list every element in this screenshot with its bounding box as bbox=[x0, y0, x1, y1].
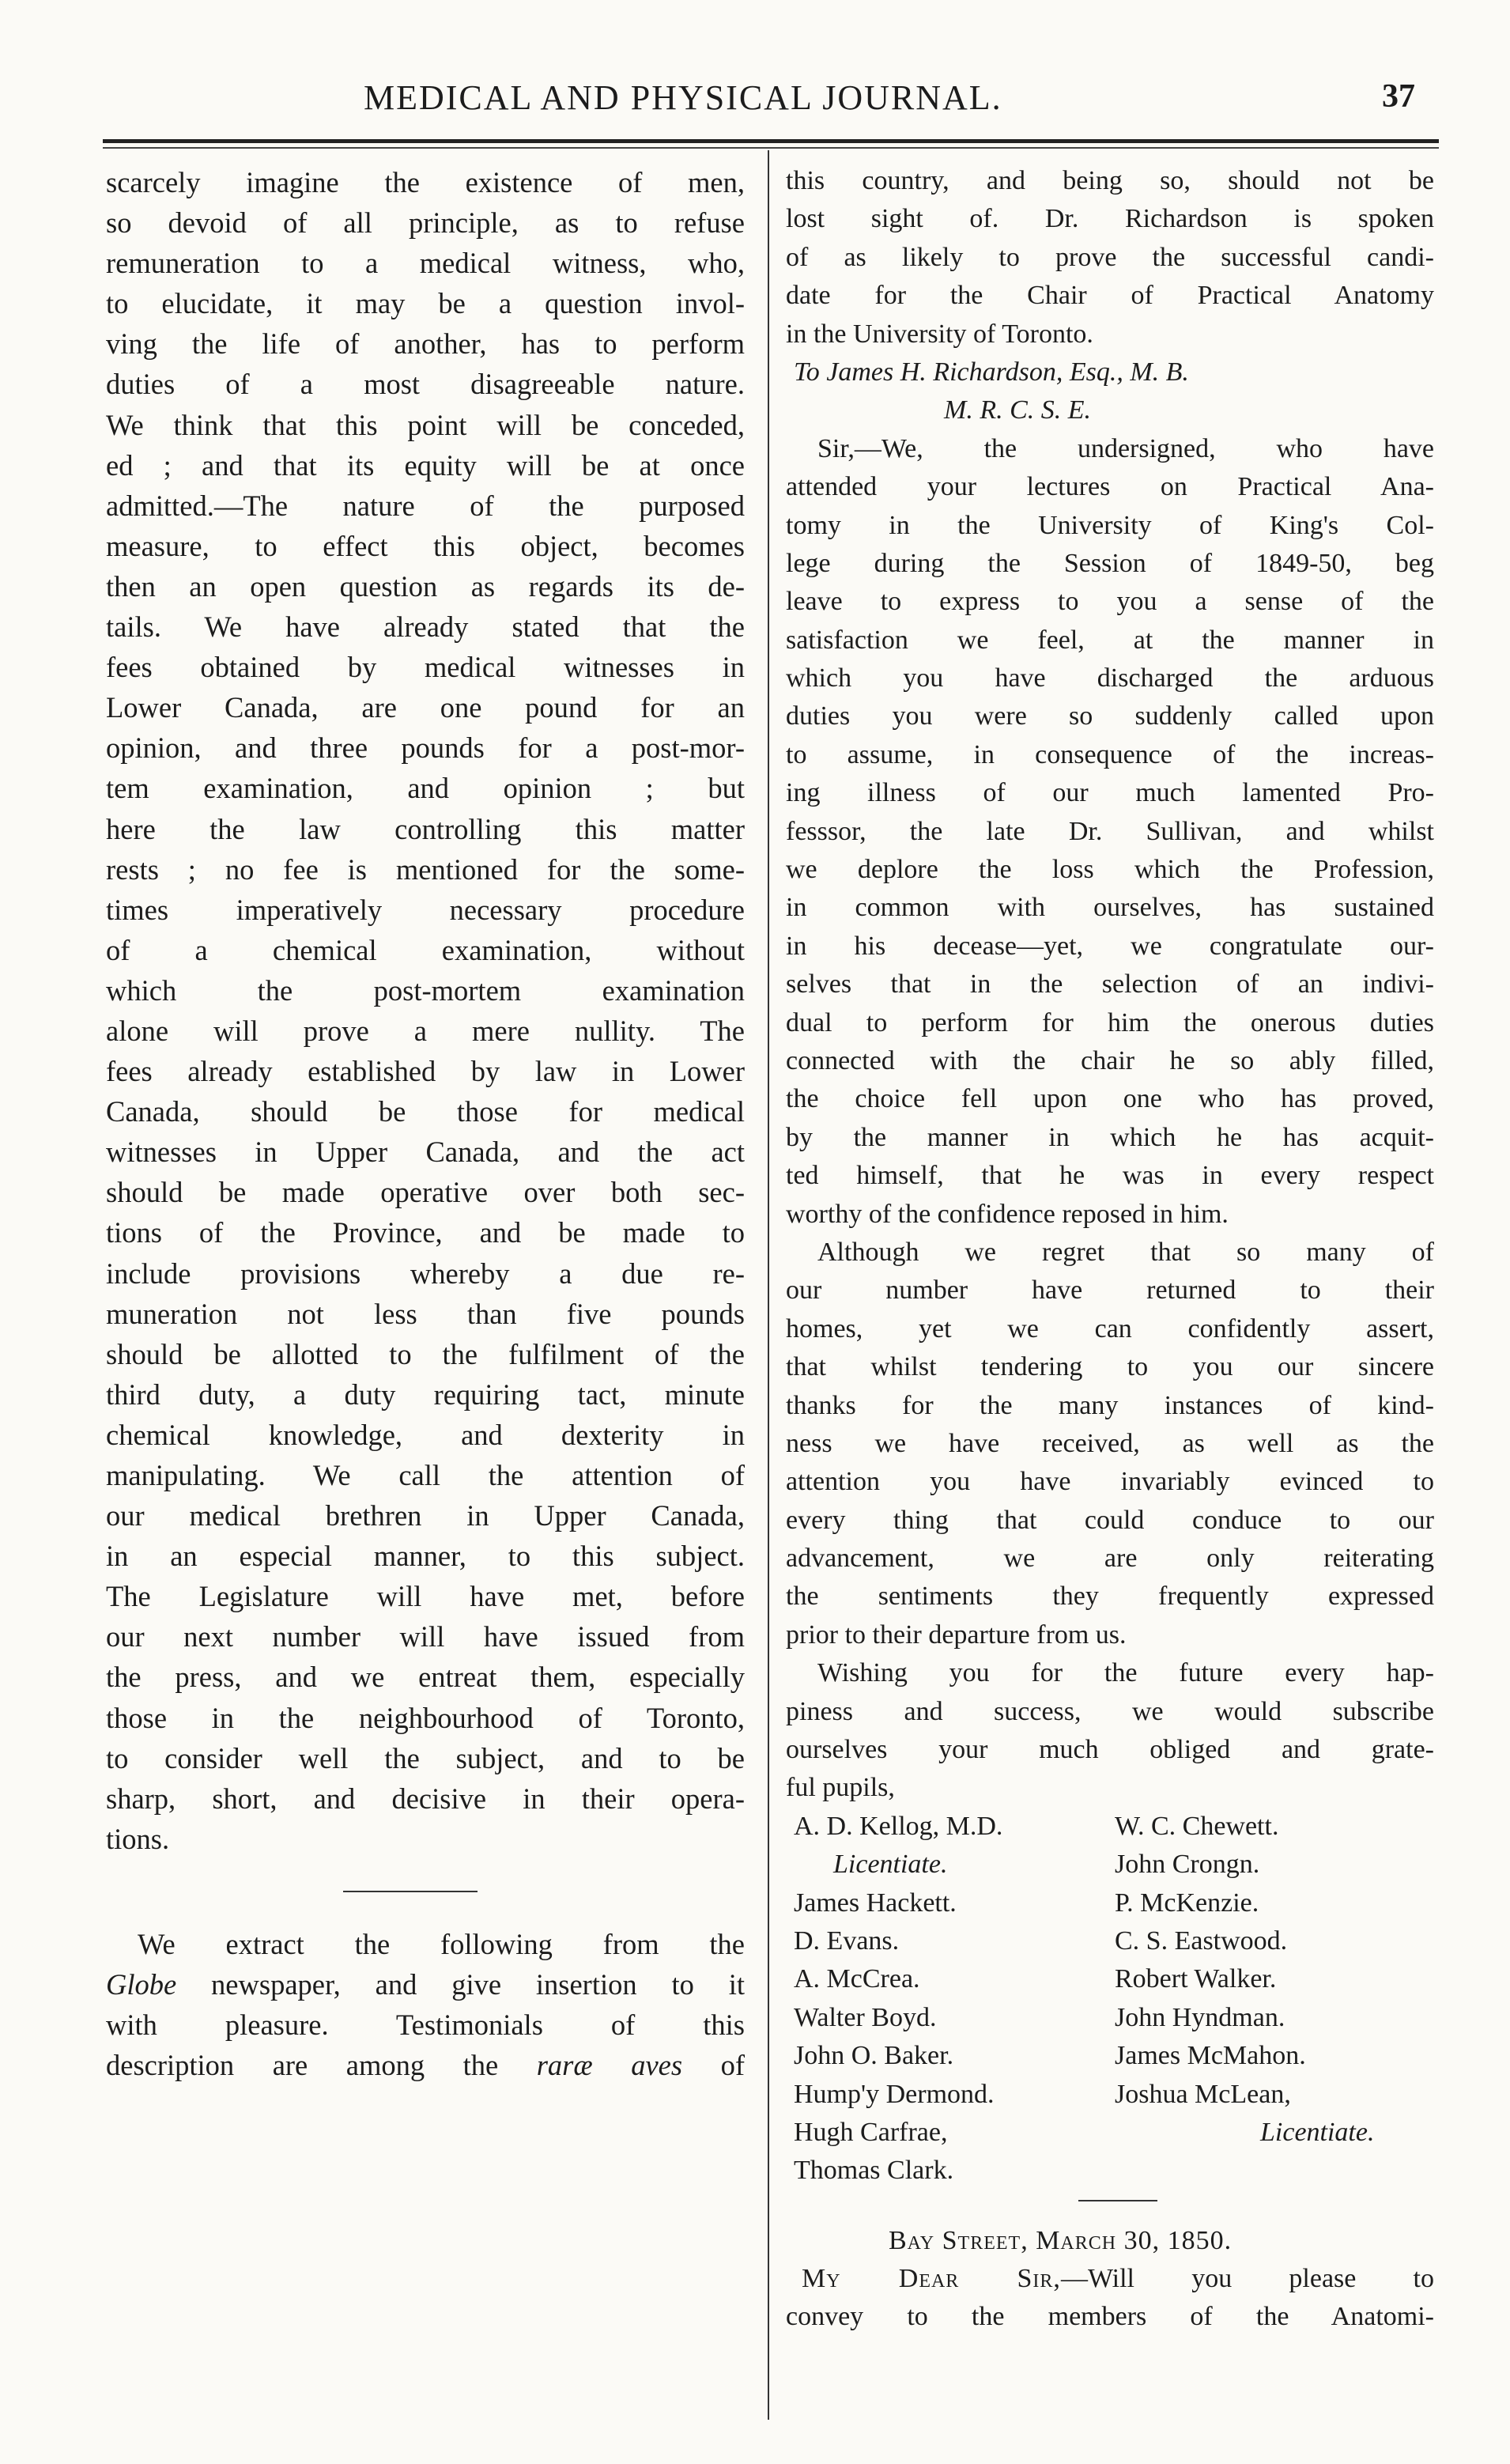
signer-name: Licentiate. bbox=[833, 1850, 948, 1880]
text-line: we deplore the loss which the Profession, bbox=[786, 855, 1434, 885]
text-line: manipulating. We call the attention of bbox=[106, 1459, 745, 1491]
text-line: Although we regret that so many of bbox=[817, 1237, 1434, 1267]
section-separator bbox=[786, 2190, 1434, 2222]
text-line: the choice fell upon one who has proved, bbox=[786, 1084, 1434, 1114]
text-line: fees already established by law in Lower bbox=[106, 1055, 745, 1088]
signer-name: Hugh Carfrae, bbox=[794, 2117, 948, 2147]
text-line: tails. We have already stated that the bbox=[106, 610, 745, 644]
text-line: opinion, and three pounds for a post-mor- bbox=[106, 731, 745, 765]
letter-paragraph-1 bbox=[786, 430, 1434, 1234]
signer-name: W. C. Chewett. bbox=[1115, 1811, 1279, 1841]
column-divider bbox=[768, 150, 769, 2420]
text-line: lost sight of. Dr. Richardson is spoken bbox=[786, 204, 1434, 234]
text-line: chemical knowledge, and dexterity in bbox=[106, 1418, 745, 1451]
signer-name: John O. Baker. bbox=[794, 2041, 954, 2071]
signer-name: A. McCrea. bbox=[794, 1964, 920, 1994]
signer-name: John Hyndman. bbox=[1115, 2002, 1285, 2032]
text-line: prior to their departure from us. bbox=[786, 1619, 1127, 1650]
text-line: our next number will have issued from bbox=[106, 1620, 745, 1653]
signatories-list bbox=[786, 1808, 1434, 2190]
text-line: by the manner in which he has acquit- bbox=[786, 1122, 1434, 1152]
text-line: We think that this point will be conceded, bbox=[106, 408, 745, 441]
dateline: Bay Street, March 30, 1850. bbox=[889, 2225, 1233, 2255]
text-line: of as likely to prove the successful candi- bbox=[786, 242, 1434, 272]
text-line: attention you have invariably evinced to bbox=[786, 1467, 1434, 1497]
text-line: witnesses in Upper Canada, and the act bbox=[106, 1136, 745, 1169]
signer-name: Joshua McLean, bbox=[1115, 2079, 1291, 2109]
rarae-aves-italic: raræ aves bbox=[536, 2049, 683, 2082]
text-line: Wishing you for the future every hap- bbox=[817, 1658, 1434, 1688]
text-line: with pleasure. Testimonials of this bbox=[106, 2009, 745, 2042]
text-line: tions. bbox=[106, 1822, 170, 1855]
right-column bbox=[786, 162, 1434, 2337]
text-line: sharp, short, and decisive in their opera- bbox=[106, 1782, 745, 1815]
text-line: so devoid of all principle, as to refuse bbox=[106, 206, 745, 240]
text-line: rests ; no fee is mentioned for the some- bbox=[106, 852, 745, 886]
journal-title: MEDICAL AND PHYSICAL JOURNAL. bbox=[364, 78, 1002, 117]
text-line: tions of the Province, and be made to bbox=[106, 1216, 745, 1249]
text-line: include provisions whereby a due re- bbox=[106, 1257, 745, 1290]
address-line-1: To James H. Richardson, Esq., M. B. bbox=[794, 357, 1189, 387]
text-line: ving the life of another, has to perform bbox=[106, 327, 745, 361]
text-line: connected with the chair he so ably filled, bbox=[786, 1045, 1434, 1075]
section-separator bbox=[106, 1859, 745, 1924]
text-line: those in the neighbourhood of Toronto, bbox=[106, 1701, 745, 1734]
text-line: admitted.—The nature of the purposed bbox=[106, 489, 745, 522]
text-line: muneration not less than five pounds bbox=[106, 1297, 745, 1330]
page-number: 37 bbox=[1382, 78, 1415, 115]
text-line: duties of a most disagreeable nature. bbox=[106, 368, 745, 401]
text-line: fees obtained by medical witnesses in bbox=[106, 651, 745, 684]
signer-name: Hump'y Dermond. bbox=[794, 2079, 995, 2109]
text-line: here the law controlling this matter bbox=[106, 812, 745, 845]
signer-name: Thomas Clark. bbox=[794, 2156, 954, 2186]
text-line: that whilst tendering to you our sincere bbox=[786, 1352, 1434, 1382]
intro-paragraph bbox=[786, 162, 1434, 353]
header-rule-thin bbox=[103, 147, 1439, 149]
text-line: to elucidate, it may be a question invol- bbox=[106, 287, 745, 320]
text-line: which the post-mortem examination bbox=[106, 973, 745, 1007]
signer-name: John Crongn. bbox=[1115, 1850, 1260, 1880]
text-line: to assume, in consequence of the increas- bbox=[786, 739, 1434, 769]
address-block bbox=[786, 353, 1434, 430]
text-line: dual to perform for him the onerous duties bbox=[786, 1007, 1434, 1037]
text-line: ing illness of our much lamented Pro- bbox=[786, 778, 1434, 808]
text-line: We extract the following from the bbox=[138, 1927, 745, 1960]
text-line: remuneration to a medical witness, who, bbox=[106, 247, 745, 280]
text-line: The Legislature will have met, before bbox=[106, 1580, 745, 1613]
text-line: the press, and we entreat them, especially bbox=[106, 1661, 745, 1694]
text-line: should be made operative over both sec- bbox=[106, 1176, 745, 1209]
signer-name: D. Evans. bbox=[794, 1925, 900, 1956]
header-rule-thick bbox=[103, 139, 1439, 143]
text-line: in his decease—yet, we congratulate our- bbox=[786, 931, 1434, 961]
text-line: our number have returned to their bbox=[786, 1275, 1434, 1306]
text-line: date for the Chair of Practical Anatomy bbox=[786, 281, 1434, 311]
text-line: times imperatively necessary procedure bbox=[106, 893, 745, 926]
text-line: ness we have received, as well as the bbox=[786, 1428, 1434, 1458]
text-line: should be allotted to the fulfilment of the bbox=[106, 1337, 745, 1370]
running-header bbox=[95, 77, 1439, 133]
signer-name: Robert Walker. bbox=[1115, 1964, 1277, 1994]
text-line: the sentiments they frequently expressed bbox=[786, 1582, 1434, 1612]
text-line: advancement, we are only reiterating bbox=[786, 1544, 1434, 1574]
letter-paragraph-3 bbox=[786, 1654, 1434, 1808]
text-line: duties you were so suddenly called upon bbox=[786, 701, 1434, 731]
signer-name: James McMahon. bbox=[1115, 2041, 1306, 2071]
text-line: of a chemical examination, without bbox=[106, 933, 745, 966]
text-line: piness and success, we would subscribe bbox=[786, 1696, 1434, 1726]
text-line: lege during the Session of 1849-50, beg bbox=[786, 548, 1434, 578]
text-line: then an open question as regards its de- bbox=[106, 569, 745, 603]
text-line: in common with ourselves, has sustained bbox=[786, 893, 1434, 923]
text-line: fesssor, the late Dr. Sullivan, and whilst bbox=[786, 816, 1434, 846]
text-line: ful pupils, bbox=[786, 1773, 895, 1803]
extract-intro-paragraph bbox=[106, 1924, 745, 2085]
text-line: description are among the raræ aves of bbox=[106, 2049, 746, 2082]
text-line: every thing that could conduce to our bbox=[786, 1505, 1434, 1535]
text-line: Lower Canada, are one pound for an bbox=[106, 691, 745, 724]
text-line: Globe newspaper, and give insertion to it bbox=[106, 1968, 745, 2001]
text-line: leave to express to you a sense of the bbox=[786, 587, 1434, 617]
text-line: alone will prove a mere nullity. The bbox=[106, 1014, 745, 1047]
text-line: homes, yet we can confidently assert, bbox=[786, 1313, 1434, 1343]
text-line: Sir,—We, the undersigned, who have bbox=[817, 433, 1434, 463]
left-column bbox=[106, 162, 745, 2085]
text-line: tem examination, and opinion ; but bbox=[106, 772, 745, 805]
text-line: scarcely imagine the existence of men, bbox=[106, 166, 745, 198]
text-line: ed ; and that its equity will be at once bbox=[106, 448, 745, 482]
text-line: ourselves your much obliged and grate- bbox=[786, 1735, 1434, 1765]
text-line: Canada, should be those for medical bbox=[106, 1095, 745, 1128]
text-line: satisfaction we feel, at the manner in bbox=[786, 625, 1434, 655]
address-line-2: M. R. C. S. E. bbox=[944, 395, 1092, 425]
letter-paragraph-2 bbox=[786, 1234, 1434, 1654]
text-line: My Dear Sir,—Will you please to bbox=[802, 2264, 1435, 2294]
text-line: third duty, a duty requiring tact, minute bbox=[106, 1377, 745, 1411]
text-line: in the University of Toronto. bbox=[786, 319, 1093, 349]
text-line: to consider well the subject, and to be bbox=[106, 1741, 745, 1774]
text-line: which you have discharged the arduous bbox=[786, 663, 1434, 693]
text-line: our medical brethren in Upper Canada, bbox=[106, 1499, 745, 1532]
signer-name: C. S. Eastwood. bbox=[1115, 1925, 1288, 1956]
signer-name: P. McKenzie. bbox=[1115, 1888, 1259, 1918]
text-line: ted himself, that he was in every respect bbox=[786, 1161, 1434, 1191]
signer-name: A. D. Kellog, M.D. bbox=[794, 1811, 1003, 1841]
text-line: in an especial manner, to this subject. bbox=[106, 1540, 745, 1573]
editorial-paragraph bbox=[106, 162, 745, 1859]
text-line: measure, to effect this object, becomes bbox=[106, 529, 745, 562]
text-line: this country, and being so, should not be bbox=[786, 166, 1434, 195]
globe-italic: Globe bbox=[106, 1968, 177, 2001]
signer-name: Walter Boyd. bbox=[794, 2002, 937, 2032]
text-line: tomy in the University of King's Col- bbox=[786, 510, 1434, 540]
text-line: convey to the members of the Anatomi- bbox=[786, 2302, 1434, 2332]
signer-name: Licentiate. bbox=[1260, 2117, 1375, 2147]
text-line: worthy of the confidence reposed in him. bbox=[786, 1199, 1229, 1229]
text-line: selves that in the selection of an indivi- bbox=[786, 969, 1434, 1000]
signer-name bbox=[1110, 2152, 1434, 2190]
text-line: thanks for the many instances of kind- bbox=[786, 1390, 1434, 1420]
signer-name: James Hackett. bbox=[794, 1888, 957, 1918]
text-line: attended your lectures on Practical Ana- bbox=[786, 472, 1434, 502]
